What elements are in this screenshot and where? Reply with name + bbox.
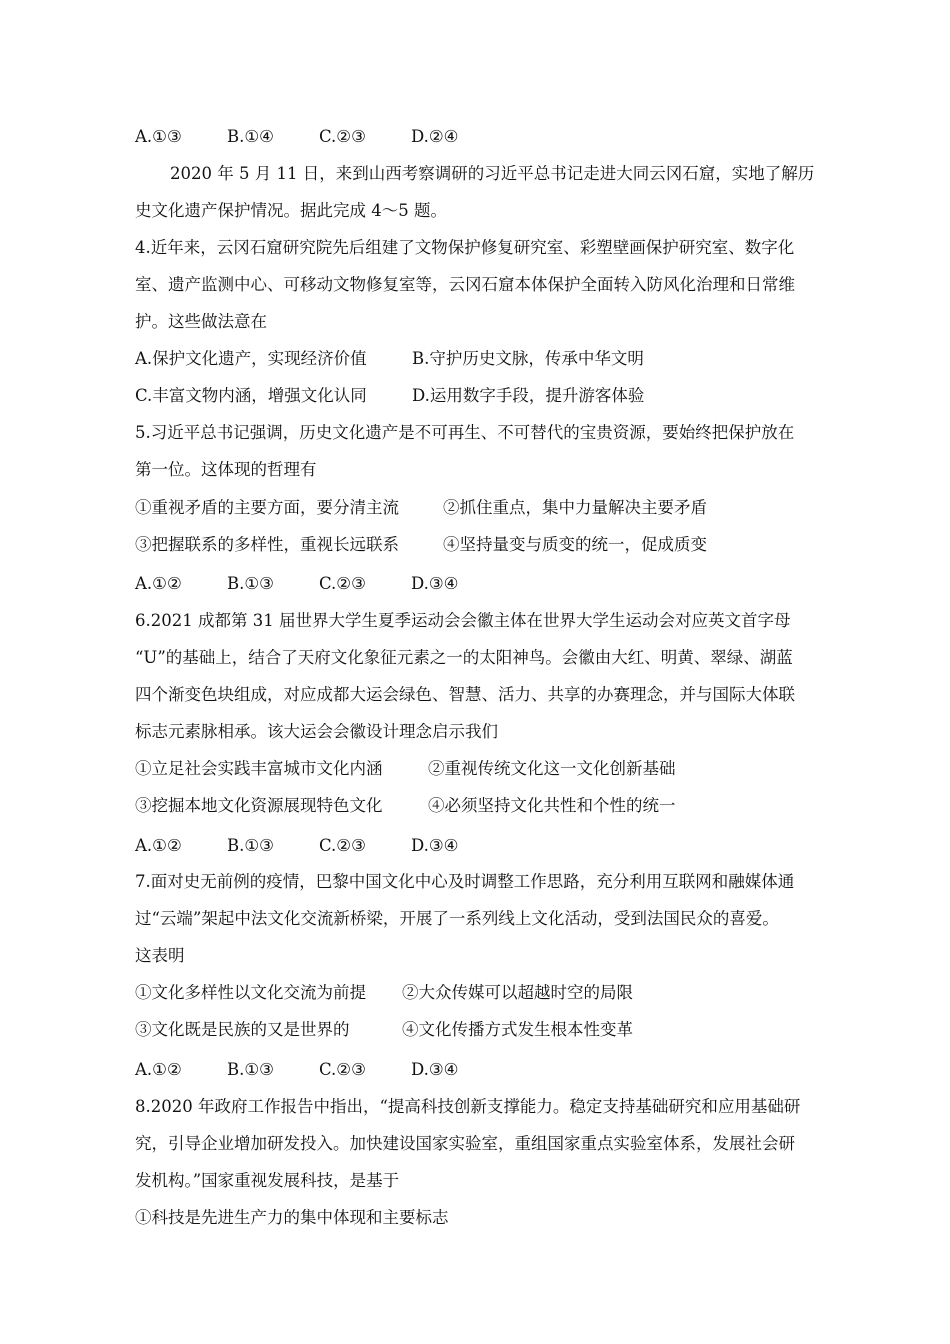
q6-stem-line-1: 6.2021 成都第 31 届世界大学生夏季运动会会徽主体在世界大学生运动会对应英文首字母 xyxy=(135,611,791,630)
q7-stem-line-3: 这表明 xyxy=(135,946,185,965)
q3-option-d: D.②④ xyxy=(411,127,459,146)
q7-option-c: C.②③ xyxy=(319,1060,366,1079)
q4-option-d: D.运用数字手段，提升游客体验 xyxy=(412,386,645,405)
q5-stem-line-2: 第一位。这体现的哲理有 xyxy=(135,460,317,479)
q7-stem-line-2: 过“云端”架起中法文化交流新桥梁，开展了一系列线上文化活动，受到法国民众的喜爱。 xyxy=(135,909,779,928)
q7-option-d: D.③④ xyxy=(411,1060,459,1079)
q6-option-b: B.①③ xyxy=(227,836,274,855)
q7-statement-1: ①文化多样性以文化交流为前提 xyxy=(135,983,366,1002)
q4-stem-line-2: 室、遗产监测中心、可移动文物修复室等，云冈石窟本体保护全面转入防风化治理和日常维 xyxy=(135,275,795,294)
q8-stem-line-1: 8.2020 年政府工作报告中指出，“提高科技创新支撑能力。稳定支持基础研究和应用基础研 xyxy=(135,1097,801,1116)
q7-statement-4: ④文化传播方式发生根本性变革 xyxy=(402,1020,633,1039)
intro-line-2: 史文化遗产保护情况。据此完成 4～5 题。 xyxy=(135,201,447,220)
q3-option-b: B.①④ xyxy=(227,127,274,146)
q7-statement-3: ③文化既是民族的又是世界的 xyxy=(135,1020,350,1039)
q5-option-d: D.③④ xyxy=(411,574,459,593)
q3-option-c: C.②③ xyxy=(319,127,366,146)
q6-statement-4: ④必须坚持文化共性和个性的统一 xyxy=(428,796,676,815)
q8-stem-line-3: 发机构。”国家重视发展科技，是基于 xyxy=(135,1171,400,1190)
q6-statement-1: ①立足社会实践丰富城市文化内涵 xyxy=(135,759,383,778)
q5-option-b: B.①③ xyxy=(227,574,274,593)
q6-stem-line-3: 四个渐变色块组成，对应成都大运会绿色、智慧、活力、共享的办赛理念，并与国际大体联 xyxy=(135,685,795,704)
q6-statement-2: ②重视传统文化这一文化创新基础 xyxy=(428,759,676,778)
q8-stem-line-2: 究，引导企业增加研发投入。加快建设国家实验室，重组国家重点实验室体系，发展社会研 xyxy=(135,1134,795,1153)
q6-option-a: A.①② xyxy=(135,836,182,855)
q4-stem-line-1: 4.近年来，云冈石窟研究院先后组建了文物保护修复研究室、彩塑壁画保护研究室、数字化 xyxy=(135,238,795,257)
q4-option-a: A.保护文化遗产，实现经济价值 xyxy=(135,349,367,368)
q5-statement-3: ③把握联系的多样性，重视长远联系 xyxy=(135,535,399,554)
q6-stem-line-4: 标志元素脉相承。该大运会会徽设计理念启示我们 xyxy=(135,722,498,741)
q3-option-a: A.①③ xyxy=(135,127,182,146)
q4-option-c: C.丰富文物内涵，增强文化认同 xyxy=(135,386,367,405)
q5-option-c: C.②③ xyxy=(319,574,366,593)
q4-stem-line-3: 护。这些做法意在 xyxy=(135,312,267,331)
q7-statement-2: ②大众传媒可以超越时空的局限 xyxy=(402,983,633,1002)
q5-statement-4: ④坚持量变与质变的统一，促成质变 xyxy=(443,535,707,554)
q5-option-a: A.①② xyxy=(135,574,182,593)
intro-line-1: 2020 年 5 月 11 日，来到山西考察调研的习近平总书记走进大同云冈石窟，实地了解历 xyxy=(170,164,815,183)
q6-option-d: D.③④ xyxy=(411,836,459,855)
q8-statement-1: ①科技是先进生产力的集中体现和主要标志 xyxy=(135,1208,449,1227)
q5-statement-2: ②抓住重点，集中力量解决主要矛盾 xyxy=(443,498,707,517)
q5-statement-1: ①重视矛盾的主要方面，要分清主流 xyxy=(135,498,399,517)
q6-stem-line-2: “U”的基础上，结合了天府文化象征元素之一的太阳神鸟。会徽由大红、明黄、翠绿、湖蓝 xyxy=(135,648,793,667)
q7-option-a: A.①② xyxy=(135,1060,182,1079)
q4-option-b: B.守护历史文脉，传承中华文明 xyxy=(412,349,644,368)
q5-stem-line-1: 5.习近平总书记强调，历史文化遗产是不可再生、不可替代的宝贵资源，要始终把保护放在 xyxy=(135,423,795,442)
q7-stem-line-1: 7.面对史无前例的疫情，巴黎中国文化中心及时调整工作思路，充分利用互联网和融媒体通 xyxy=(135,872,795,891)
q6-statement-3: ③挖掘本地文化资源展现特色文化 xyxy=(135,796,383,815)
q6-option-c: C.②③ xyxy=(319,836,366,855)
q7-option-b: B.①③ xyxy=(227,1060,274,1079)
